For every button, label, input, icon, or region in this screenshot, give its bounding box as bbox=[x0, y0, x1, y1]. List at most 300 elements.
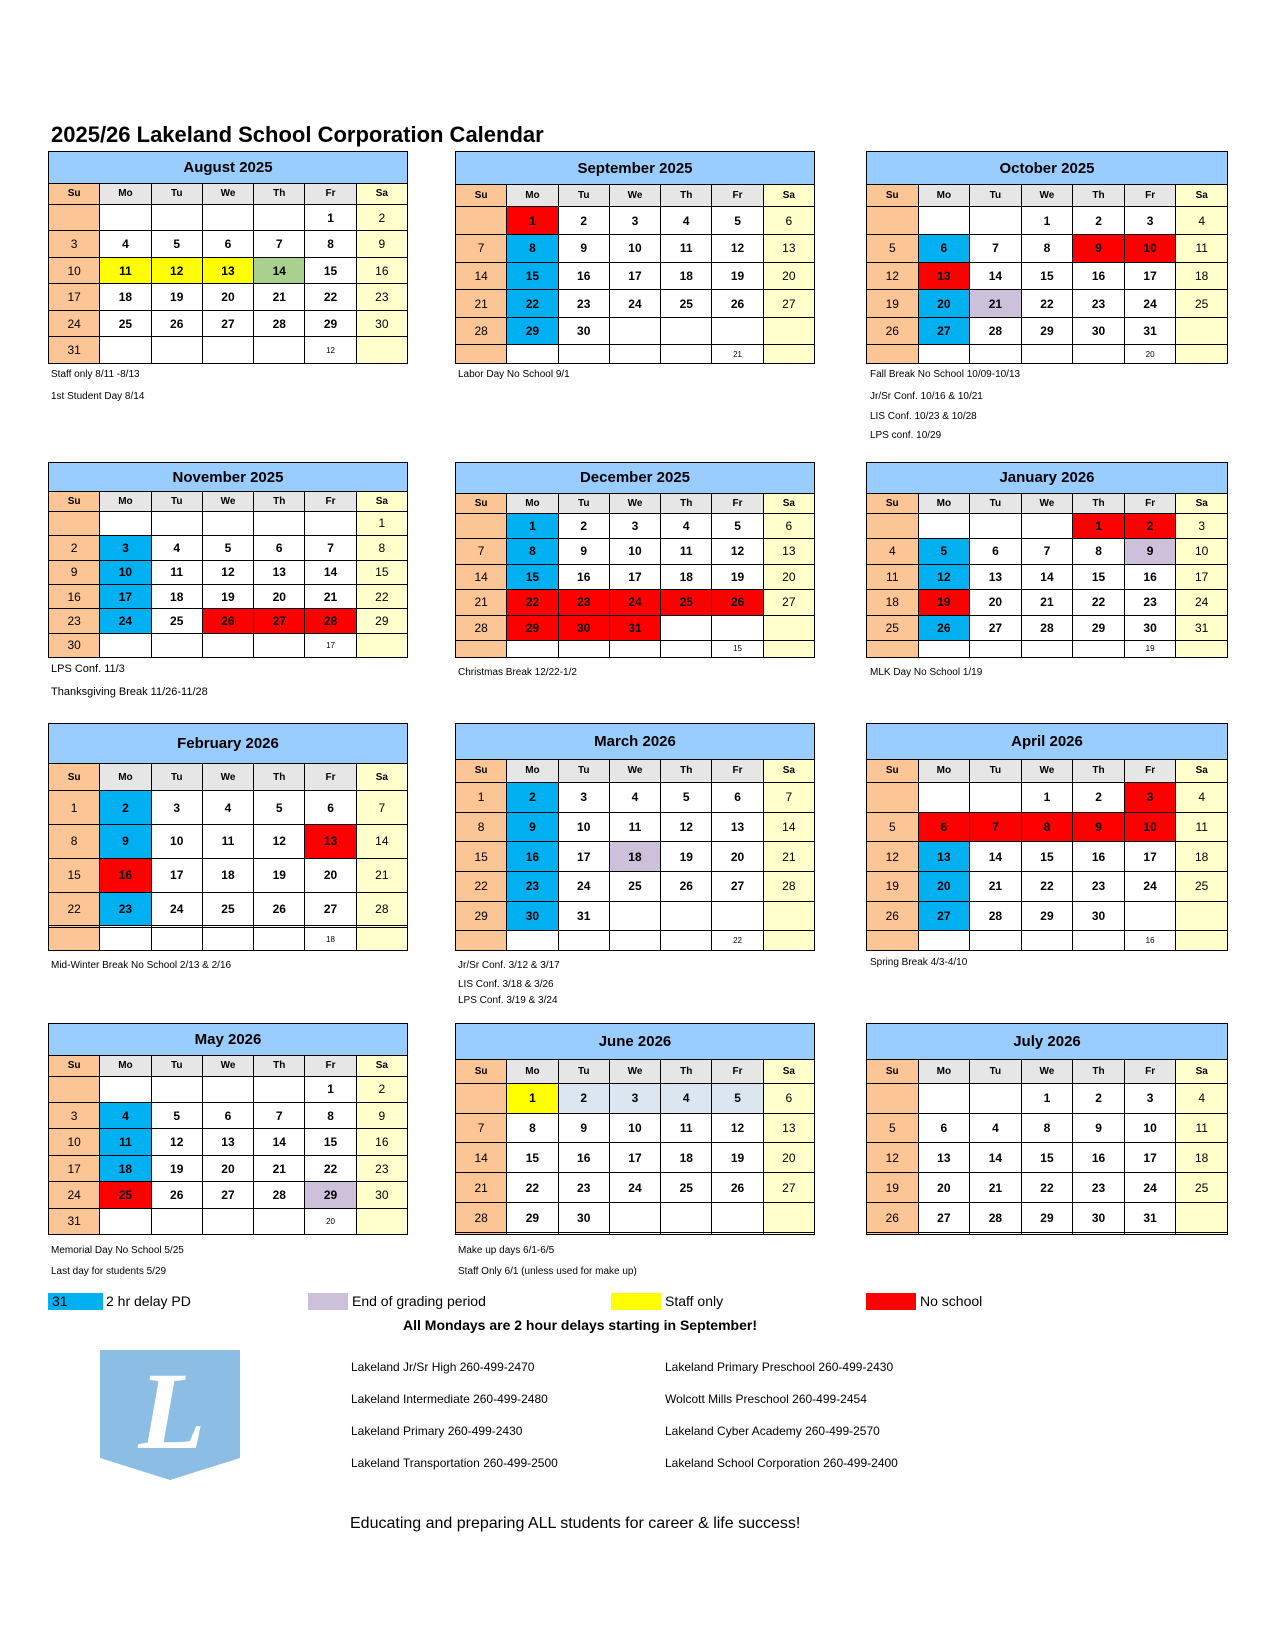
day-cell: 9 bbox=[356, 1103, 407, 1129]
day-cell: 18 bbox=[867, 590, 919, 615]
day-cell: 4 bbox=[1176, 207, 1228, 235]
day-cell: 1 bbox=[1021, 207, 1073, 235]
day-cell bbox=[609, 931, 660, 951]
day-cell: 31 bbox=[49, 1208, 100, 1234]
day-cell: 17 bbox=[609, 262, 660, 290]
day-cell: 3 bbox=[49, 1103, 100, 1129]
note-aug-1: 1st Student Day 8/14 bbox=[51, 391, 145, 402]
day-cell: 9 bbox=[558, 539, 609, 564]
day-cell: 9 bbox=[356, 231, 407, 258]
day-cell bbox=[867, 1083, 919, 1113]
weekday-header: We bbox=[1021, 185, 1073, 207]
note-may-1: Last day for students 5/29 bbox=[51, 1266, 167, 1277]
day-cell: 28 bbox=[970, 901, 1022, 931]
day-cell: 3 bbox=[1124, 207, 1176, 235]
legend-pd-swatch bbox=[48, 1293, 103, 1310]
day-cell bbox=[970, 1232, 1022, 1234]
day-cell: 26 bbox=[661, 871, 712, 901]
day-cell: 27 bbox=[763, 290, 814, 318]
day-cell: 24 bbox=[49, 1182, 100, 1208]
day-cell bbox=[1176, 931, 1228, 951]
day-cell: 27 bbox=[763, 1173, 814, 1203]
day-cell: 22 bbox=[1021, 1173, 1073, 1203]
day-cell bbox=[1021, 931, 1073, 951]
day-cell: 17 bbox=[49, 1155, 100, 1181]
day-cell bbox=[49, 1076, 100, 1102]
weekday-header: Sa bbox=[356, 764, 407, 791]
day-cell: 15 bbox=[305, 1129, 356, 1155]
day-cell: 12 bbox=[918, 564, 970, 589]
day-cell: 11 bbox=[661, 1113, 712, 1143]
weekday-header: Fr bbox=[1124, 759, 1176, 783]
day-cell: 24 bbox=[1124, 290, 1176, 318]
day-cell bbox=[202, 1208, 253, 1234]
day-cell: 19 bbox=[661, 842, 712, 872]
day-cell bbox=[49, 928, 100, 951]
day-cell: 3 bbox=[558, 783, 609, 813]
day-cell: 20 bbox=[763, 564, 814, 589]
day-cell: 13 bbox=[918, 1143, 970, 1173]
day-cell: 23 bbox=[356, 1155, 407, 1181]
day-cell bbox=[609, 1232, 660, 1234]
day-cell: 27 bbox=[918, 901, 970, 931]
day-cell bbox=[1176, 901, 1228, 931]
day-cell: 2 bbox=[1124, 513, 1176, 538]
day-cell: 10 bbox=[49, 257, 100, 284]
note-mar-2: LPS Conf. 3/19 & 3/24 bbox=[458, 995, 558, 1006]
day-cell: 30 bbox=[558, 317, 609, 345]
day-cell bbox=[1021, 345, 1073, 364]
day-cell: 15 bbox=[507, 1143, 558, 1173]
day-cell: 29 bbox=[456, 901, 507, 931]
day-cell bbox=[456, 513, 507, 538]
weekday-header: Mo bbox=[918, 759, 970, 783]
note-feb-0: Mid-Winter Break No School 2/13 & 2/16 bbox=[51, 960, 232, 971]
day-cell: 17 bbox=[609, 564, 660, 589]
day-cell: 1 bbox=[1021, 1083, 1073, 1113]
day-cell: 12 bbox=[712, 234, 763, 262]
month-title: September 2025 bbox=[456, 152, 815, 185]
day-cell: 20 bbox=[918, 290, 970, 318]
day-cell bbox=[456, 931, 507, 951]
weekday-header: Tu bbox=[151, 1055, 202, 1076]
day-cell: 16 bbox=[49, 584, 100, 608]
day-cell: 10 bbox=[558, 812, 609, 842]
day-cell: 6 bbox=[202, 1103, 253, 1129]
day-count: 20 bbox=[1124, 345, 1176, 364]
weekday-header: Th bbox=[1073, 493, 1125, 513]
day-cell: 25 bbox=[661, 590, 712, 615]
day-cell: 9 bbox=[558, 1113, 609, 1143]
day-cell: 22 bbox=[356, 584, 407, 608]
note-oct-3: LPS conf. 10/29 bbox=[870, 430, 942, 441]
day-cell bbox=[254, 1076, 305, 1102]
weekday-header: Mo bbox=[918, 185, 970, 207]
day-cell: 21 bbox=[305, 584, 356, 608]
day-cell bbox=[918, 783, 970, 813]
day-cell bbox=[970, 640, 1022, 657]
day-cell: 19 bbox=[151, 284, 202, 311]
day-cell: 5 bbox=[867, 812, 919, 842]
day-cell bbox=[763, 901, 814, 931]
day-cell: 21 bbox=[254, 1155, 305, 1181]
weekday-header: Tu bbox=[970, 185, 1022, 207]
day-cell: 18 bbox=[661, 564, 712, 589]
weekday-header: We bbox=[609, 493, 660, 513]
day-cell: 5 bbox=[712, 1083, 763, 1113]
day-cell: 15 bbox=[507, 262, 558, 290]
day-cell bbox=[151, 511, 202, 535]
day-cell bbox=[867, 931, 919, 951]
day-cell bbox=[918, 640, 970, 657]
day-cell: 8 bbox=[1021, 1113, 1073, 1143]
day-cell: 24 bbox=[1124, 1173, 1176, 1203]
day-cell: 26 bbox=[867, 1203, 919, 1233]
day-cell: 27 bbox=[763, 590, 814, 615]
day-cell bbox=[970, 931, 1022, 951]
weekday-header: Su bbox=[49, 183, 100, 204]
day-cell: 19 bbox=[254, 858, 305, 892]
day-cell: 7 bbox=[970, 234, 1022, 262]
day-cell: 16 bbox=[1073, 262, 1125, 290]
day-cell: 24 bbox=[100, 609, 151, 633]
day-cell: 25 bbox=[100, 1182, 151, 1208]
day-cell: 2 bbox=[558, 1083, 609, 1113]
day-cell: 16 bbox=[356, 1129, 407, 1155]
day-cell: 15 bbox=[49, 858, 100, 892]
legend-grading-swatch bbox=[308, 1293, 348, 1310]
day-cell: 12 bbox=[151, 257, 202, 284]
weekday-header: Fr bbox=[305, 183, 356, 204]
weekday-header: Th bbox=[661, 185, 712, 207]
day-cell: 24 bbox=[49, 310, 100, 337]
day-cell: 25 bbox=[867, 615, 919, 640]
day-cell bbox=[1124, 901, 1176, 931]
day-cell: 12 bbox=[151, 1129, 202, 1155]
day-cell: 29 bbox=[507, 317, 558, 345]
day-cell: 10 bbox=[609, 234, 660, 262]
day-cell: 26 bbox=[918, 615, 970, 640]
day-cell: 13 bbox=[202, 1129, 253, 1155]
day-cell: 7 bbox=[970, 812, 1022, 842]
day-cell: 22 bbox=[1073, 590, 1125, 615]
day-cell bbox=[254, 204, 305, 231]
day-cell: 29 bbox=[507, 1203, 558, 1233]
day-count: 17 bbox=[305, 633, 356, 657]
weekday-header: Th bbox=[254, 183, 305, 204]
day-cell bbox=[100, 928, 151, 951]
day-cell: 24 bbox=[1124, 871, 1176, 901]
day-cell: 19 bbox=[867, 1173, 919, 1203]
day-cell: 13 bbox=[763, 539, 814, 564]
note-oct-1: Jr/Sr Conf. 10/16 & 10/21 bbox=[870, 391, 983, 402]
day-cell: 20 bbox=[763, 1143, 814, 1173]
day-cell bbox=[712, 317, 763, 345]
day-cell: 10 bbox=[151, 825, 202, 859]
day-cell: 29 bbox=[1021, 901, 1073, 931]
day-cell: 26 bbox=[151, 1182, 202, 1208]
day-cell: 1 bbox=[1021, 783, 1073, 813]
day-cell: 4 bbox=[661, 1083, 712, 1113]
weekday-header: Sa bbox=[763, 185, 814, 207]
day-cell: 28 bbox=[763, 871, 814, 901]
month-table bbox=[455, 723, 815, 951]
day-cell: 17 bbox=[49, 284, 100, 311]
weekday-header: Sa bbox=[763, 1059, 814, 1083]
day-cell: 13 bbox=[918, 262, 970, 290]
day-cell: 5 bbox=[712, 207, 763, 235]
weekday-header: Sa bbox=[1176, 759, 1228, 783]
day-cell: 13 bbox=[254, 560, 305, 584]
day-cell: 23 bbox=[558, 1173, 609, 1203]
note-jun-0: Make up days 6/1-6/5 bbox=[458, 1245, 555, 1256]
day-cell: 26 bbox=[867, 901, 919, 931]
day-cell: 15 bbox=[1021, 1143, 1073, 1173]
day-cell bbox=[151, 1208, 202, 1234]
day-cell bbox=[100, 633, 151, 657]
weekday-header: Su bbox=[456, 1059, 507, 1083]
day-cell: 9 bbox=[1073, 812, 1125, 842]
day-cell bbox=[763, 931, 814, 951]
month-title: November 2025 bbox=[49, 463, 408, 492]
day-cell bbox=[867, 513, 919, 538]
day-cell: 27 bbox=[712, 871, 763, 901]
day-cell: 16 bbox=[558, 564, 609, 589]
weekday-header: Su bbox=[49, 1055, 100, 1076]
day-cell: 9 bbox=[100, 825, 151, 859]
weekday-header: Su bbox=[456, 185, 507, 207]
day-cell bbox=[918, 207, 970, 235]
day-cell: 26 bbox=[712, 1173, 763, 1203]
weekday-header: Su bbox=[867, 185, 919, 207]
day-cell: 16 bbox=[1073, 1143, 1125, 1173]
day-cell: 17 bbox=[151, 858, 202, 892]
day-cell: 19 bbox=[712, 262, 763, 290]
day-cell: 26 bbox=[151, 310, 202, 337]
day-cell: 9 bbox=[1073, 234, 1125, 262]
day-cell: 20 bbox=[763, 262, 814, 290]
day-cell: 26 bbox=[712, 290, 763, 318]
month-june-2026 bbox=[455, 1023, 815, 1235]
day-cell: 6 bbox=[712, 783, 763, 813]
day-cell bbox=[661, 901, 712, 931]
day-cell: 5 bbox=[661, 783, 712, 813]
weekday-header: We bbox=[202, 764, 253, 791]
day-cell: 28 bbox=[970, 1203, 1022, 1233]
day-cell bbox=[970, 345, 1022, 364]
day-cell bbox=[1021, 513, 1073, 538]
day-cell: 22 bbox=[305, 284, 356, 311]
weekday-header: We bbox=[609, 185, 660, 207]
day-cell bbox=[558, 931, 609, 951]
day-cell: 1 bbox=[507, 513, 558, 538]
day-cell: 12 bbox=[661, 812, 712, 842]
weekday-header: We bbox=[202, 183, 253, 204]
weekday-header: Fr bbox=[1124, 1059, 1176, 1083]
day-cell bbox=[1073, 1232, 1125, 1234]
day-cell: 19 bbox=[202, 584, 253, 608]
day-cell: 19 bbox=[867, 290, 919, 318]
contact-cyber-academy: Lakeland Cyber Academy 260-499-2570 bbox=[665, 1424, 880, 1438]
day-cell bbox=[970, 1083, 1022, 1113]
day-cell: 11 bbox=[867, 564, 919, 589]
day-cell: 20 bbox=[202, 284, 253, 311]
day-cell bbox=[763, 615, 814, 640]
day-cell: 11 bbox=[1176, 1113, 1228, 1143]
month-table bbox=[48, 723, 408, 951]
day-cell bbox=[1176, 317, 1228, 345]
month-table bbox=[866, 1023, 1228, 1235]
day-cell: 28 bbox=[1021, 615, 1073, 640]
weekday-header: Mo bbox=[100, 183, 151, 204]
day-cell bbox=[763, 1232, 814, 1234]
day-cell bbox=[867, 207, 919, 235]
day-cell bbox=[609, 901, 660, 931]
note-dec-0: Christmas Break 12/22-1/2 bbox=[458, 667, 577, 678]
day-cell: 11 bbox=[661, 539, 712, 564]
day-cell: 2 bbox=[100, 791, 151, 825]
day-cell bbox=[100, 1076, 151, 1102]
weekday-header: Su bbox=[456, 759, 507, 783]
day-cell: 21 bbox=[254, 284, 305, 311]
day-cell: 12 bbox=[202, 560, 253, 584]
day-cell bbox=[1176, 1203, 1228, 1233]
day-cell bbox=[456, 1232, 507, 1234]
day-cell: 5 bbox=[867, 234, 919, 262]
day-cell bbox=[661, 1203, 712, 1233]
day-cell: 14 bbox=[356, 825, 407, 859]
day-cell: 4 bbox=[867, 539, 919, 564]
day-cell bbox=[918, 513, 970, 538]
day-cell bbox=[100, 337, 151, 364]
weekday-header: Tu bbox=[970, 759, 1022, 783]
day-cell: 21 bbox=[356, 858, 407, 892]
day-count: 12 bbox=[305, 337, 356, 364]
day-cell: 1 bbox=[49, 791, 100, 825]
day-cell: 18 bbox=[202, 858, 253, 892]
day-cell: 31 bbox=[49, 337, 100, 364]
day-cell bbox=[712, 1232, 763, 1234]
day-cell: 1 bbox=[507, 1083, 558, 1113]
day-cell: 22 bbox=[507, 290, 558, 318]
day-cell: 20 bbox=[254, 584, 305, 608]
note-apr-0: Spring Break 4/3-4/10 bbox=[870, 957, 968, 968]
day-count: 20 bbox=[305, 1208, 356, 1234]
day-cell bbox=[507, 640, 558, 657]
day-cell: 8 bbox=[1021, 234, 1073, 262]
day-cell: 15 bbox=[456, 842, 507, 872]
day-cell: 17 bbox=[1124, 842, 1176, 872]
day-cell: 18 bbox=[661, 262, 712, 290]
note-jun-1: Staff Only 6/1 (unless used for make up) bbox=[458, 1266, 637, 1277]
day-cell: 27 bbox=[254, 609, 305, 633]
day-cell: 8 bbox=[356, 536, 407, 560]
day-cell bbox=[712, 615, 763, 640]
day-cell bbox=[661, 317, 712, 345]
day-cell: 20 bbox=[712, 842, 763, 872]
contact-transportation: Lakeland Transportation 260-499-2500 bbox=[351, 1456, 558, 1470]
weekday-header: Mo bbox=[100, 764, 151, 791]
day-cell: 8 bbox=[507, 1113, 558, 1143]
day-cell: 18 bbox=[1176, 262, 1228, 290]
day-cell: 16 bbox=[1073, 842, 1125, 872]
day-cell: 22 bbox=[305, 1155, 356, 1181]
note-jan-0: MLK Day No School 1/19 bbox=[870, 667, 983, 678]
day-cell bbox=[918, 1083, 970, 1113]
day-cell bbox=[609, 640, 660, 657]
day-cell bbox=[456, 345, 507, 364]
weekday-header: Sa bbox=[1176, 1059, 1228, 1083]
day-count: 21 bbox=[712, 345, 763, 364]
weekday-header: Tu bbox=[970, 1059, 1022, 1083]
day-cell: 4 bbox=[609, 783, 660, 813]
weekday-header: Tu bbox=[970, 493, 1022, 513]
day-cell bbox=[151, 633, 202, 657]
day-cell bbox=[558, 1232, 609, 1234]
month-title: October 2025 bbox=[867, 152, 1228, 185]
day-cell bbox=[970, 207, 1022, 235]
note-mar-1: LIS Conf. 3/18 & 3/26 bbox=[458, 979, 554, 990]
day-cell: 24 bbox=[609, 590, 660, 615]
weekday-header: We bbox=[609, 759, 660, 783]
day-cell: 1 bbox=[507, 207, 558, 235]
day-cell: 24 bbox=[151, 892, 202, 926]
day-cell: 20 bbox=[918, 1173, 970, 1203]
weekday-header: Mo bbox=[507, 185, 558, 207]
day-cell: 7 bbox=[305, 536, 356, 560]
day-cell: 23 bbox=[507, 871, 558, 901]
day-cell: 27 bbox=[970, 615, 1022, 640]
weekday-header: Sa bbox=[763, 493, 814, 513]
weekday-header: Fr bbox=[712, 1059, 763, 1083]
day-cell bbox=[867, 1232, 919, 1234]
day-cell bbox=[305, 511, 356, 535]
day-cell: 28 bbox=[970, 317, 1022, 345]
note-oct-2: LIS Conf. 10/23 & 10/28 bbox=[870, 411, 977, 422]
day-cell: 2 bbox=[356, 1076, 407, 1102]
day-cell bbox=[918, 1232, 970, 1234]
day-cell: 18 bbox=[1176, 842, 1228, 872]
day-cell: 31 bbox=[1176, 615, 1228, 640]
day-cell: 11 bbox=[609, 812, 660, 842]
month-table bbox=[866, 462, 1228, 658]
weekday-header: Mo bbox=[507, 1059, 558, 1083]
day-cell: 20 bbox=[918, 871, 970, 901]
day-cell: 20 bbox=[202, 1155, 253, 1181]
day-cell: 31 bbox=[1124, 317, 1176, 345]
day-cell: 23 bbox=[1073, 871, 1125, 901]
day-cell: 25 bbox=[661, 1173, 712, 1203]
weekday-header: Th bbox=[1073, 1059, 1125, 1083]
day-cell bbox=[202, 204, 253, 231]
day-cell: 26 bbox=[712, 590, 763, 615]
day-cell: 29 bbox=[305, 310, 356, 337]
day-cell: 11 bbox=[1176, 234, 1228, 262]
day-cell: 7 bbox=[456, 1113, 507, 1143]
day-cell: 10 bbox=[100, 560, 151, 584]
day-cell bbox=[712, 901, 763, 931]
day-cell: 6 bbox=[918, 812, 970, 842]
weekday-header: Tu bbox=[558, 759, 609, 783]
page-title: 2025/26 Lakeland School Corporation Calendar bbox=[51, 122, 544, 147]
day-cell: 11 bbox=[661, 234, 712, 262]
day-cell: 17 bbox=[1124, 1143, 1176, 1173]
day-cell: 13 bbox=[918, 842, 970, 872]
weekday-header: Mo bbox=[100, 1055, 151, 1076]
day-cell: 13 bbox=[202, 257, 253, 284]
day-cell: 3 bbox=[100, 536, 151, 560]
day-cell: 25 bbox=[100, 310, 151, 337]
